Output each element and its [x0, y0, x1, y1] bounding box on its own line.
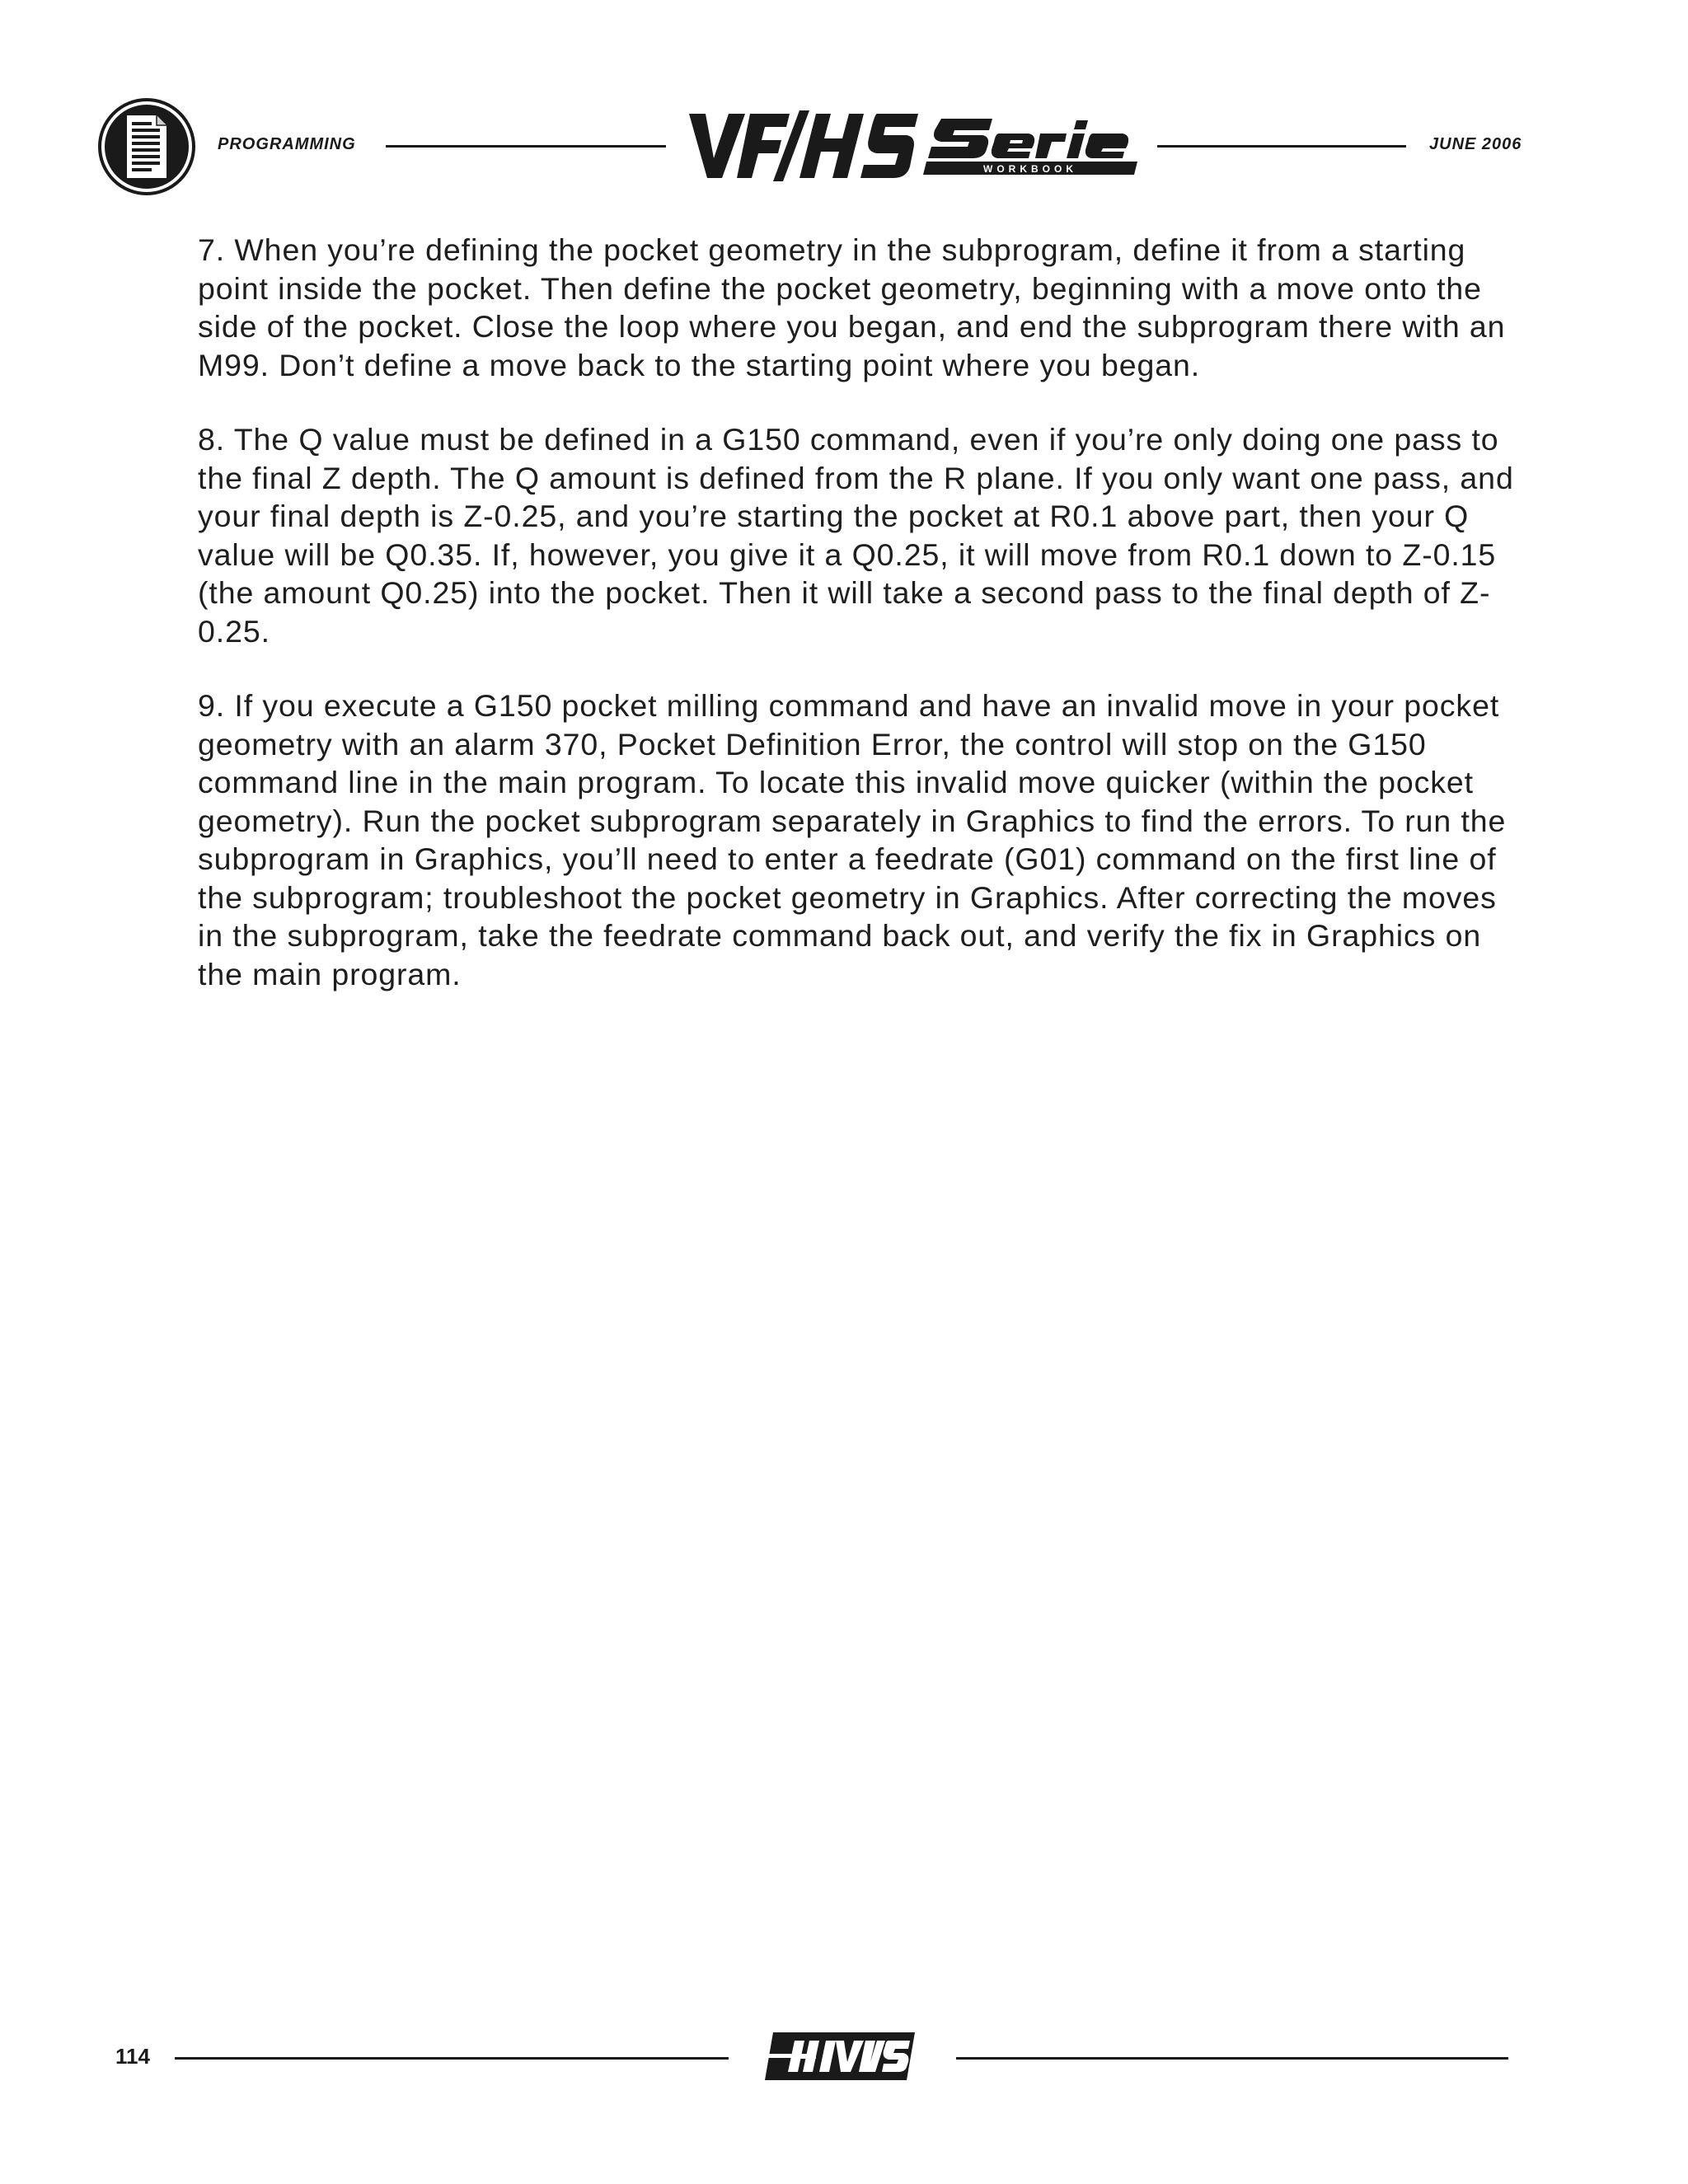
paragraph-item-8: 8. The Q value must be defined in a G150 command, even if you’re only doing one pass to the final Z depth. The Q amount is defined from the R plane. If you only want one pass, and your final depth is Z-0.25, and you’re starting the pocket at R0.1 above part, then your Q value will be Q0.35. If, however, you give it a Q0.25, it will move from R0.1 down to Z-0.15 (the amount Q0.25) into the pocket. Then it will take a second pass to the final depth of Z-0.25.: [198, 422, 1514, 649]
header-date: JUNE 2006: [1429, 135, 1522, 153]
paragraph-item-7: 7. When you’re defining the pocket geometry in the subprogram, define it from a starting point inside the pocket. Then define the pocket geometry, beginning with a move onto the side of the pocket. Close the loop where you began, and end the subprogram there with an M99. Don’t define a move back to the starting point where you began.: [198, 232, 1506, 382]
page-body: [198, 231, 1517, 1029]
header-rule-left: [386, 145, 666, 148]
document-icon: [97, 97, 196, 196]
vf-hs-series-logo: [679, 107, 1144, 183]
header-rule-right: [1157, 145, 1406, 148]
paragraph-item-9: 9. If you execute a G150 pocket milling command and have an invalid move in your pocket geometry with an alarm 370, Pocket Definition Error, the control will stop on the G150 command line in the main program. To locate this invalid move quicker (within the pocket geometry). Run the pocket subprogram separately in Graphics to find the errors. To run the subprogram in Graphics, you’ll need to enter a feedrate (G01) command on the first line of the subprogram; troubleshoot the pocket geometry in Graphics. After correcting the moves in the subprogram, take the feedrate command back out, and verify the fix in Graphics on the main program.: [198, 688, 1507, 991]
haas-logo: [762, 2029, 918, 2083]
header-section-title: PROGRAMMING: [218, 135, 356, 153]
svg-text:WORKBOOK: WORKBOOK: [983, 163, 1077, 175]
page-number: 114: [115, 2044, 150, 2069]
footer-rule-left: [175, 2057, 729, 2060]
footer-rule-right: [956, 2057, 1508, 2060]
